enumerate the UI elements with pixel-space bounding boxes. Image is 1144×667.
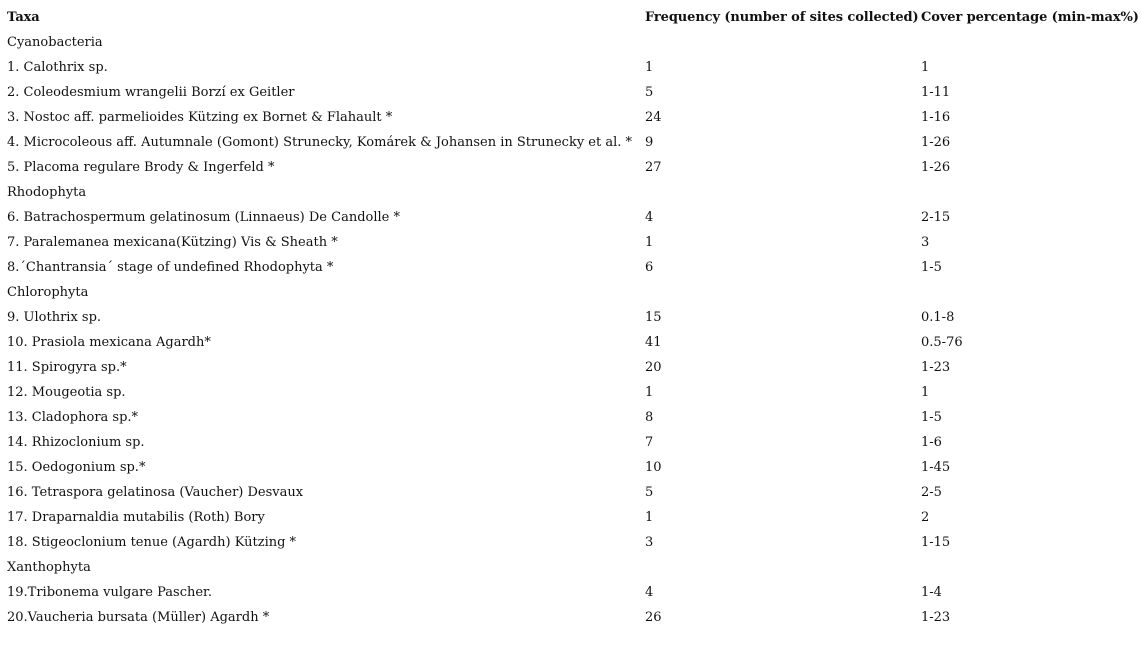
cover-cell <box>921 555 1142 580</box>
cover-cell <box>921 180 1142 205</box>
taxa-table <box>7 5 1142 630</box>
group-row-cyanobacteria <box>7 30 1142 55</box>
frequency-cell: 1 <box>645 385 654 400</box>
table-row <box>7 130 1142 155</box>
cover-cell: 2-5 <box>921 485 942 500</box>
frequency-cell <box>645 555 921 580</box>
cover-cell: 1-6 <box>921 435 942 450</box>
header-cover: Cover percentage (min-max%) <box>921 10 1139 25</box>
table-row <box>7 80 1142 105</box>
frequency-cell: 9 <box>645 135 654 150</box>
table-row <box>7 255 1142 280</box>
table-row <box>7 205 1142 230</box>
taxa-cell: 2. Coleodesmium wrangelii Borzí ex Geitler <box>7 85 295 100</box>
taxa-cell: 14. Rhizoclonium sp. <box>7 435 145 450</box>
frequency-cell <box>645 30 921 55</box>
taxa-cell: 17. Draparnaldia mutabilis (Roth) Bory <box>7 510 265 525</box>
cover-cell: 1-26 <box>921 135 951 150</box>
cover-cell: 3 <box>921 235 930 250</box>
cover-cell: 1-11 <box>921 85 951 100</box>
cover-cell: 0.5-76 <box>921 335 963 350</box>
table-row <box>7 55 1142 80</box>
cover-cell: 1 <box>921 385 930 400</box>
frequency-cell: 5 <box>645 485 654 500</box>
cover-cell: 1-45 <box>921 460 951 475</box>
frequency-cell: 1 <box>645 510 654 525</box>
frequency-cell: 4 <box>645 585 654 600</box>
taxa-cell: 7. Paralemanea mexicana(Kützing) Vis & Sheath * <box>7 235 338 250</box>
table-row <box>7 455 1142 480</box>
cover-cell: 1-23 <box>921 610 951 625</box>
taxa-cell: 3. Nostoc aff. parmelioides Kützing ex Bornet & Flahault * <box>7 110 393 125</box>
taxa-cell: 15. Oedogonium sp.* <box>7 460 146 475</box>
frequency-cell: 6 <box>645 260 654 275</box>
taxa-cell: Chlorophyta <box>7 285 89 300</box>
group-row-xanthophyta <box>7 555 1142 580</box>
taxa-cell: 4. Microcoleous aff. Autumnale (Gomont) Strunecky, Komárek & Johansen in Strunecky et al. * <box>7 135 633 150</box>
table-row <box>7 155 1142 180</box>
cover-cell: 1-15 <box>921 535 951 550</box>
frequency-cell: 27 <box>645 160 662 175</box>
table-row <box>7 380 1142 405</box>
taxa-cell: 18. Stigeoclonium tenue (Agardh) Kützing * <box>7 535 297 550</box>
taxa-cell: 20.Vaucheria bursata (Müller) Agardh * <box>7 610 270 625</box>
frequency-cell: 1 <box>645 60 654 75</box>
cover-cell: 1-4 <box>921 585 942 600</box>
frequency-cell: 8 <box>645 410 654 425</box>
cover-cell: 1 <box>921 60 930 75</box>
taxa-cell: 1. Calothrix sp. <box>7 60 108 75</box>
taxa-cell: 19.Tribonema vulgare Pascher. <box>7 585 212 600</box>
header-frequency: Frequency (number of sites collected) <box>645 10 919 25</box>
table-row <box>7 330 1142 355</box>
frequency-cell: 20 <box>645 360 662 375</box>
frequency-cell: 1 <box>645 235 654 250</box>
cover-cell: 1-5 <box>921 410 942 425</box>
table-row <box>7 605 1142 630</box>
cover-cell: 1-23 <box>921 360 951 375</box>
header-taxa: Taxa <box>7 10 40 25</box>
taxa-cell: 8.´Chantransia´ stage of undefined Rhodophyta * <box>7 260 334 275</box>
frequency-cell: 41 <box>645 335 662 350</box>
cover-cell: 1-5 <box>921 260 942 275</box>
cover-cell: 0.1-8 <box>921 310 955 325</box>
taxa-table-container <box>7 5 1142 630</box>
cover-cell: 2-15 <box>921 210 951 225</box>
taxa-cell: 10. Prasiola mexicana Agardh* <box>7 335 211 350</box>
cover-cell: 2 <box>921 510 930 525</box>
taxa-cell: 13. Cladophora sp.* <box>7 410 139 425</box>
cover-cell: 1-26 <box>921 160 951 175</box>
table-row <box>7 405 1142 430</box>
table-row <box>7 105 1142 130</box>
taxa-cell: 6. Batrachospermum gelatinosum (Linnaeus) De Candolle * <box>7 210 400 225</box>
taxa-cell: Cyanobacteria <box>7 35 103 50</box>
taxa-cell: 12. Mougeotia sp. <box>7 385 126 400</box>
taxa-cell: 5. Placoma regulare Brody & Ingerfeld * <box>7 160 275 175</box>
table-row <box>7 230 1142 255</box>
taxa-cell: 16. Tetraspora gelatinosa (Vaucher) Desvaux <box>7 485 304 500</box>
table-row <box>7 480 1142 505</box>
cover-cell <box>921 280 1142 305</box>
frequency-cell: 15 <box>645 310 662 325</box>
table-row <box>7 530 1142 555</box>
frequency-cell: 5 <box>645 85 654 100</box>
table-row <box>7 305 1142 330</box>
cover-cell: 1-16 <box>921 110 951 125</box>
table-row <box>7 580 1142 605</box>
frequency-cell: 26 <box>645 610 662 625</box>
frequency-cell <box>645 280 921 305</box>
taxa-cell: Rhodophyta <box>7 185 87 200</box>
taxa-cell: 9. Ulothrix sp. <box>7 310 102 325</box>
frequency-cell: 4 <box>645 210 654 225</box>
taxa-cell: Xanthophyta <box>7 560 91 575</box>
frequency-cell: 7 <box>645 435 654 450</box>
frequency-cell: 3 <box>645 535 654 550</box>
frequency-cell: 24 <box>645 110 662 125</box>
table-row <box>7 430 1142 455</box>
group-row-rhodophyta <box>7 180 1142 205</box>
cover-cell <box>921 30 1142 55</box>
table-row <box>7 505 1142 530</box>
frequency-cell: 10 <box>645 460 662 475</box>
table-header-row <box>7 5 1142 30</box>
group-row-chlorophyta <box>7 280 1142 305</box>
taxa-cell: 11. Spirogyra sp.* <box>7 360 127 375</box>
table-row <box>7 355 1142 380</box>
frequency-cell <box>645 180 921 205</box>
